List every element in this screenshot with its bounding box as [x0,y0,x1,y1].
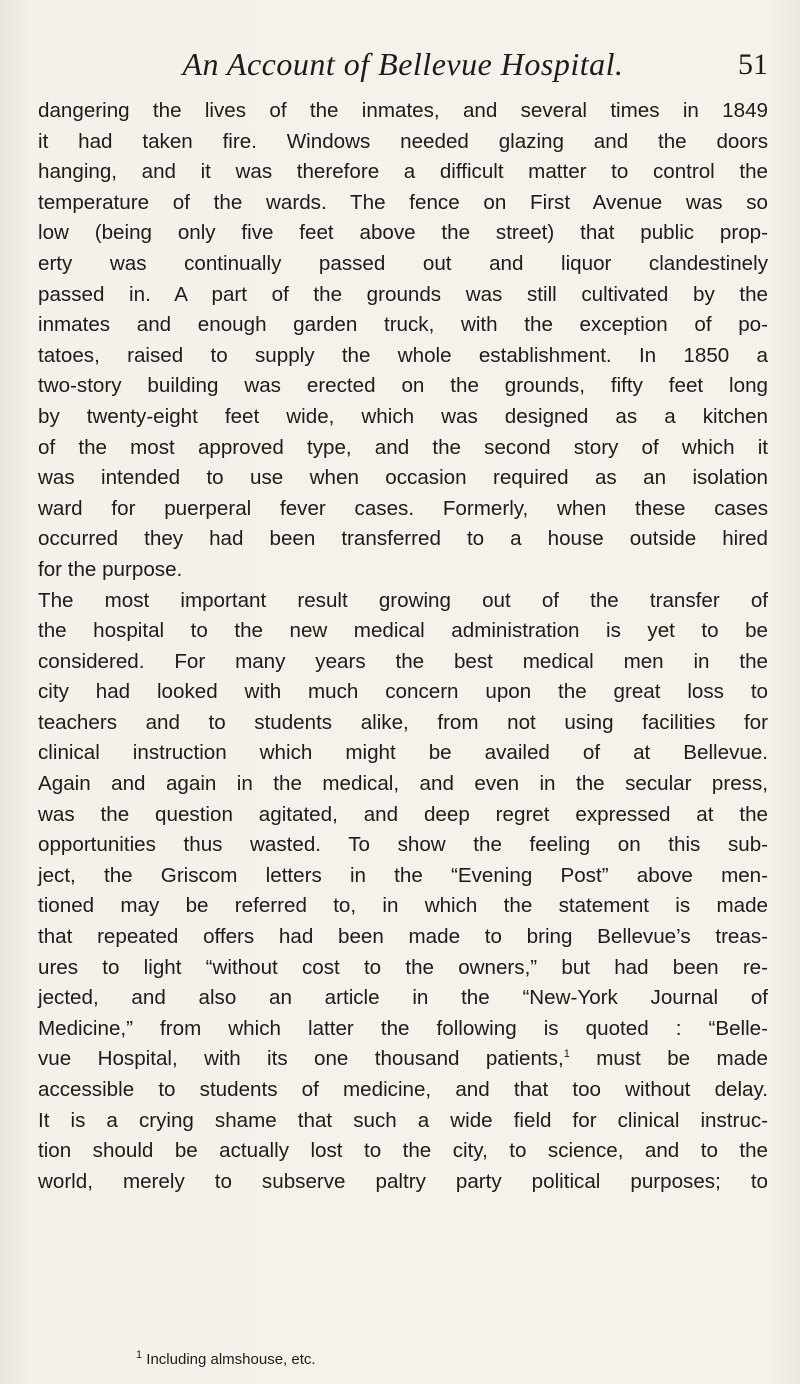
text-line: tioned may be referred to, in which the statement is made [38,894,768,918]
footnote-marker: 1 [136,1349,143,1361]
text-line: Again and again in the medical, and even in the secular press, [38,772,768,796]
text-line: jected, and also an article in the “New-York Journal of [38,986,768,1010]
text-line: temperature of the wards. The fence on First Avenue was so [38,190,768,214]
text-line: passed in. A part of the grounds was still cultivated by the [38,282,768,306]
text-line: two-story building was erected on the grounds, fifty feet long [38,374,768,398]
text-line-tail: must be made [569,1047,768,1071]
text-line: Medicine,” from which latter the following is quoted : “Belle- [38,1016,768,1040]
text-line: that repeated offers had been made to bring Bellevue’s treas- [38,925,768,949]
body-text [38,96,768,1197]
text-line-with-footnote [38,1044,768,1075]
text-line: low (being only five feet above the street) that public prop- [38,221,768,245]
text-line: ward for puerperal fever cases. Formerly, when these cases [38,496,768,520]
text-line: considered. For many years the best medical men in the [38,649,768,673]
footnote [136,1351,316,1369]
text-line: city had looked with much concern upon the great loss to [38,680,768,704]
page-header [38,46,768,86]
text-line: inmates and enough garden truck, with the exception of po- [38,313,768,337]
text-line: ject, the Griscom letters in the “Evening Post” above men- [38,863,768,887]
footnote-text: Including almshouse, etc. [146,1351,316,1368]
text-line: world, merely to subserve paltry party political purposes; to [38,1169,768,1193]
text-line: dangering the lives of the inmates, and several times in 1849 [38,99,768,122]
text-line: occurred they had been transferred to a house outside hired [38,527,768,551]
text-line: hanging, and it was therefore a difficult matter to control the [38,160,768,184]
text-line: was the question agitated, and deep regret expressed at the [38,802,768,826]
text-line: clinical instruction which might be availed of at Bellevue. [38,741,768,765]
text-line: tatoes, raised to supply the whole establishment. In 1850 a [38,343,768,367]
page-number: 51 [738,48,768,81]
text-line: tion should be actually lost to the city, to science, and to the [38,1139,768,1163]
text-line: teachers and to students alike, from not using facilities for [38,710,768,734]
text-line-head: vue Hospital, with its one thousand patients, [38,1047,564,1071]
text-line: by twenty-eight feet wide, which was designed as a kitchen [38,404,768,428]
text-line: ures to light “without cost to the owners,” but had been re- [38,955,768,979]
text-line: accessible to students of medicine, and that too without delay. [38,1078,768,1101]
footnote-reference[interactable]: 1 [563,1048,570,1061]
text-line: the hospital to the new medical administration is yet to be [38,619,768,643]
running-title: An Account of Bellevue Hospital. [182,46,624,82]
text-line: was intended to use when occasion required as an isolation [38,466,768,490]
text-line: It is a crying shame that such a wide field for clinical instruc- [38,1108,768,1132]
text-line: erty was continually passed out and liquor clandestinely [38,251,768,275]
text-line: The most important result growing out of the transfer of [38,588,768,612]
text-line: opportunities thus wasted. To show the feeling on this sub- [38,833,768,857]
text-line: for the purpose. [38,557,183,581]
text-line: of the most approved type, and the second story of which it [38,435,768,459]
text-line: it had taken fire. Windows needed glazing and the doors [38,129,768,153]
